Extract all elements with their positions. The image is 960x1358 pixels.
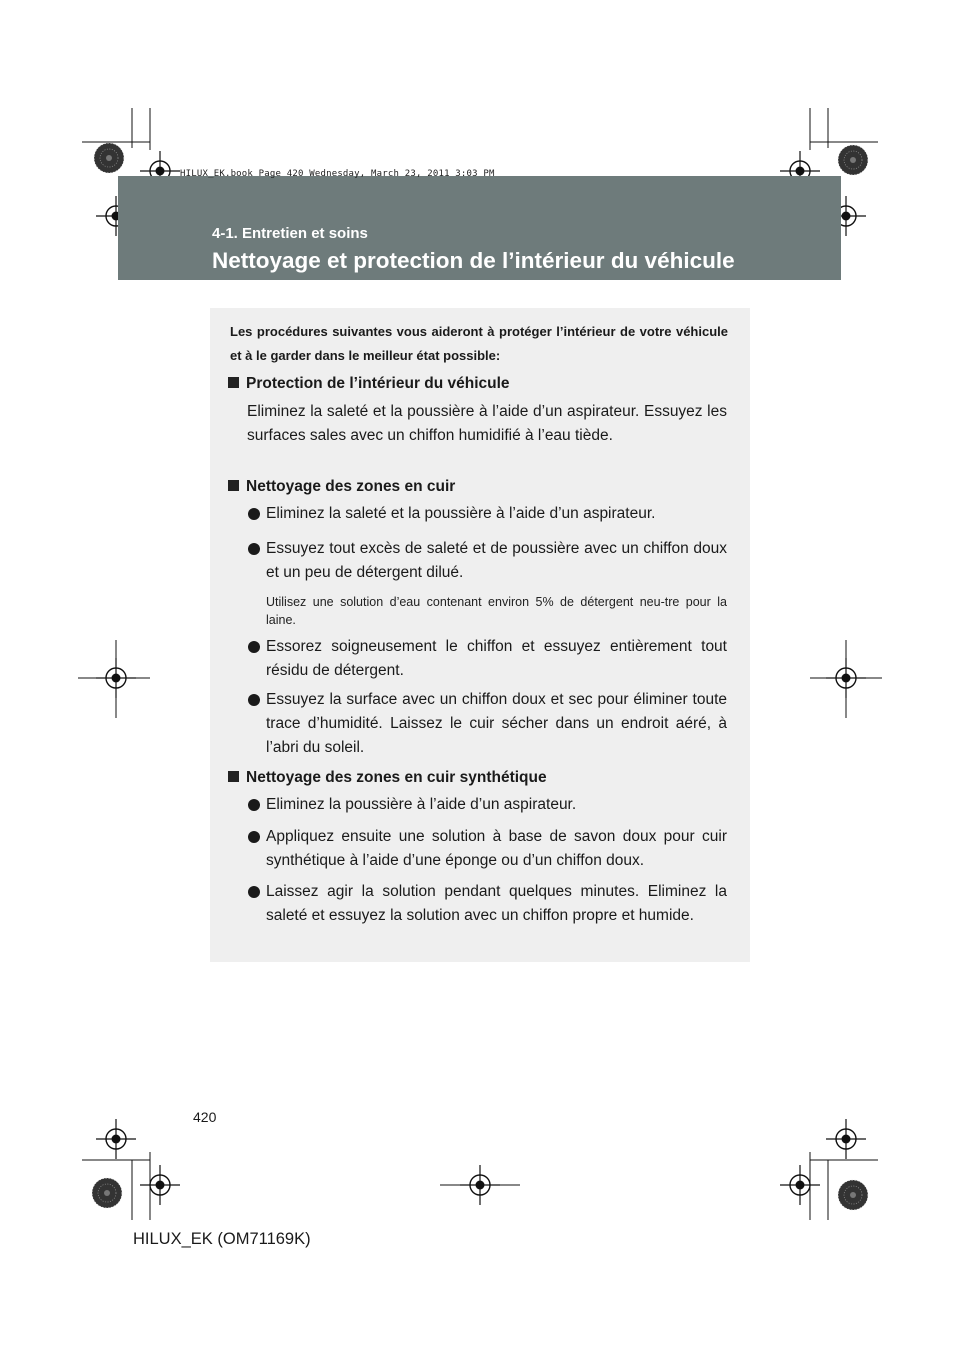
subheading-text: Nettoyage des zones en cuir — [246, 478, 456, 495]
square-bullet-icon — [228, 771, 239, 782]
bullet-text: Eliminez la saleté et la poussière à l’aide d’un aspirateur. — [266, 505, 656, 522]
subheading-synthetic-leather — [228, 769, 547, 787]
bullet-icon — [248, 694, 260, 706]
paragraph: Eliminez la saleté et la poussière à l’aide d’un aspirateur. Essuyez les surfaces sales avec un chiffon humidifié à l’eau tiède. — [247, 403, 727, 444]
bullet-icon — [248, 886, 260, 898]
section-label: 4-1. Entretien et soins — [212, 225, 368, 242]
intro-paragraph: Les procédures suivantes vous aideront à protéger l’intérieur de votre véhicule et à le garder dans le meilleur état possible: — [230, 324, 728, 363]
subheading-leather — [228, 478, 455, 496]
bullet-text: Essuyez la surface avec un chiffon doux et sec pour éliminer toute trace d’humidité. Laissez le cuir sécher dans un endroit aéré, à l’abri du soleil. — [266, 691, 727, 756]
bullet-icon — [248, 641, 260, 653]
note-text: Utilisez une solution d’eau contenant environ 5% de détergent neu-tre pour la laine. — [266, 595, 727, 627]
bullet-text: Eliminez la poussière à l’aide d’un aspirateur. — [266, 796, 577, 813]
subheading-protection — [228, 375, 510, 393]
manual-code: HILUX_EK (OM71169K) — [133, 1230, 311, 1248]
bullet-text: Essorez soigneusement le chiffon et essuyez entièrement tout résidu de détergent. — [266, 638, 727, 679]
bullet-text: Essuyez tout excès de saleté et de poussière avec un chiffon doux et un peu de détergent dilué. — [266, 540, 727, 581]
book-stamp: HILUX_EK.book Page 420 Wednesday, March 23, 2011 3:03 PM — [180, 169, 495, 179]
subheading-text: Nettoyage des zones en cuir synthétique — [246, 769, 547, 786]
bullet-icon — [248, 831, 260, 843]
square-bullet-icon — [228, 377, 239, 388]
subheading-text: Protection de l’intérieur du véhicule — [246, 375, 510, 392]
square-bullet-icon — [228, 480, 239, 491]
bullet-icon — [248, 543, 260, 555]
bullet-text: Laissez agir la solution pendant quelques minutes. Eliminez la saleté et essuyez la solution avec un chiffon propre et humide. — [266, 883, 727, 924]
page-title: Nettoyage et protection de l’intérieur du véhicule — [212, 248, 735, 273]
bullet-icon — [248, 508, 260, 520]
page-number: 420 — [193, 1109, 217, 1125]
bullet-text: Appliquez ensuite une solution à base de savon doux pour cuir synthétique à l’aide d’une éponge ou d’un chiffon doux. — [266, 828, 727, 869]
bullet-icon — [248, 799, 260, 811]
